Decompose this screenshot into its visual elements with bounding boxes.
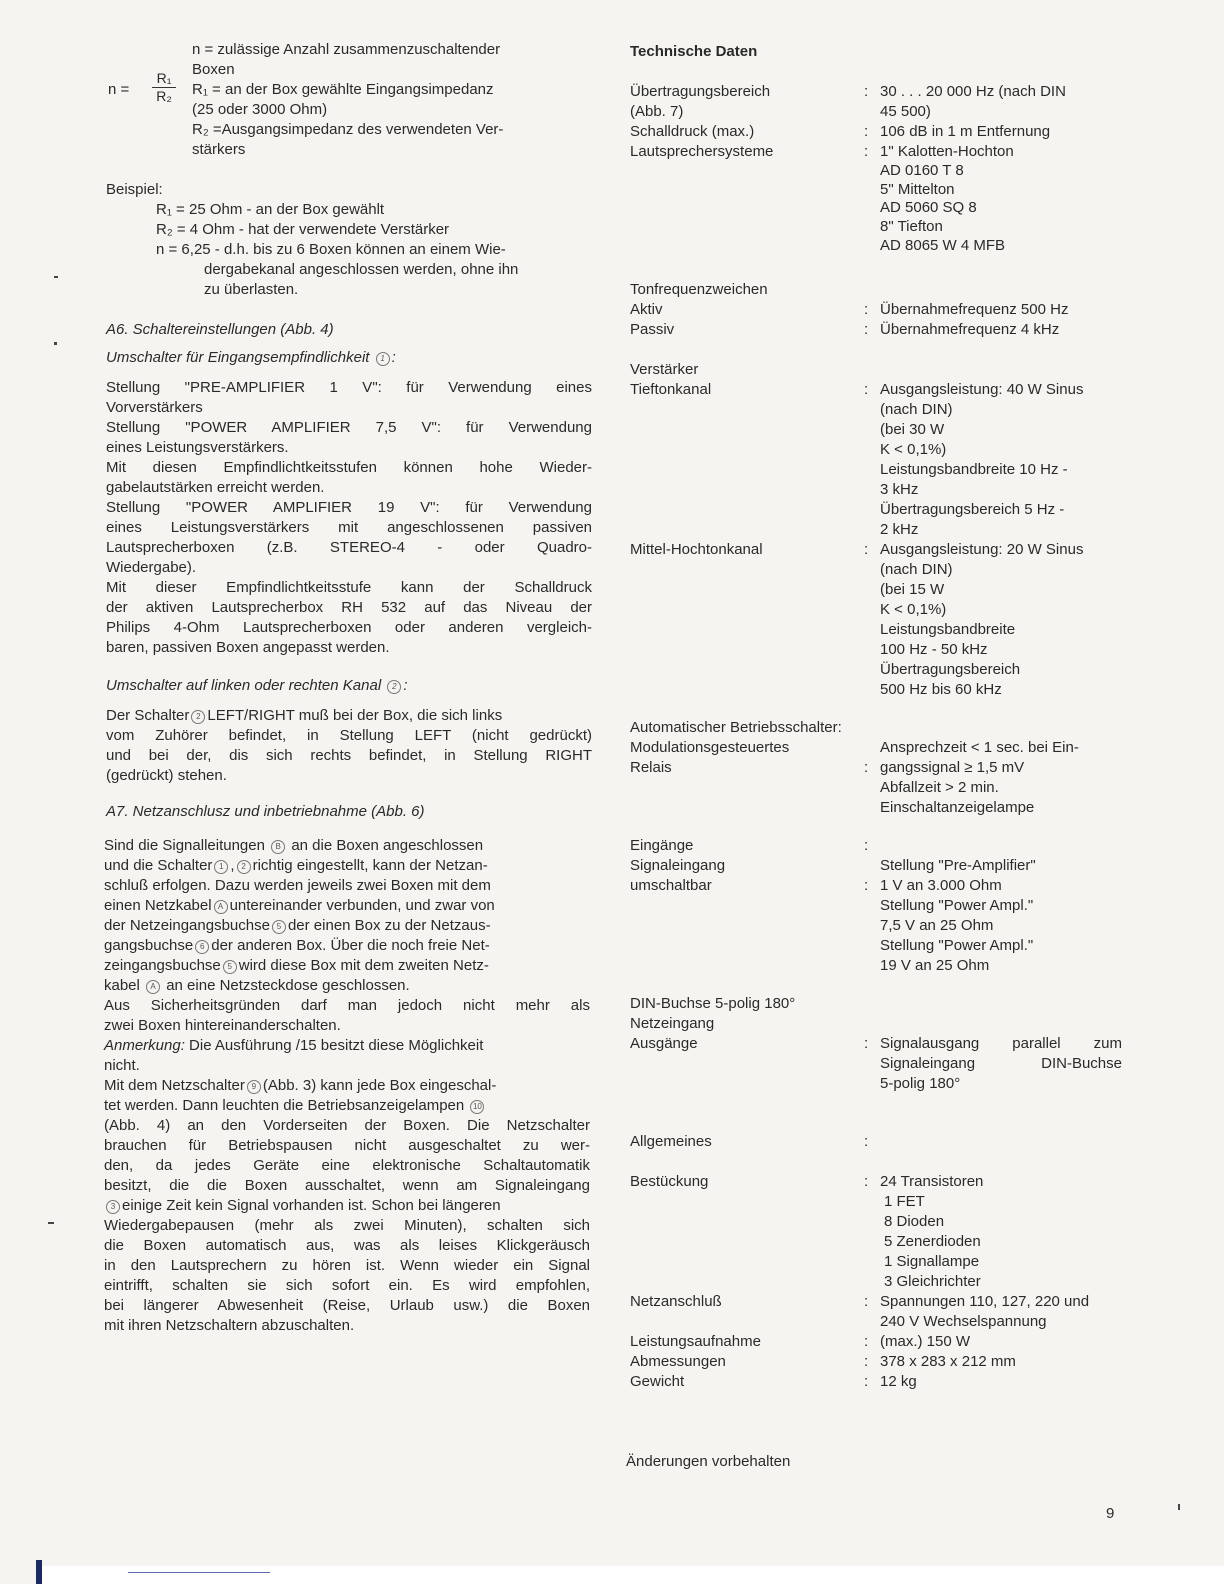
circled-10-icon: 10 [470,1100,484,1114]
example-line: dergabekanal angeschlossen werden, ohne ihn [204,261,519,278]
spec-value: 500 Hz bis 60 kHz [880,681,1002,698]
paragraph-fragment: kabel [104,977,140,994]
paragraph-fragment: LEFT/RIGHT muß bei der Box, die sich links [207,707,503,724]
paragraph-fragment: an die Boxen angeschlossen [291,837,484,854]
spec-value: gangssignal ≥ 1,5 mV [880,759,1025,776]
paragraph-line: Wiedergabepausen (mehr als zwei Minuten), schalten sich [104,1217,590,1234]
spec-label: Automatischer Betriebsschalter: [630,719,842,736]
page-number: 9 [1106,1505,1115,1522]
spec-colon: : [864,1173,869,1190]
circled-9-icon: 9 [247,1080,261,1094]
spec-value-line: Signalausgang parallel zum [880,1035,1122,1052]
spec-label: Tonfrequenzweichen [630,281,768,298]
circled-a-icon: A [214,900,228,914]
formula-denominator: R₂ [156,88,172,104]
spec-value: 7,5 V an 25 Ohm [880,917,994,934]
paragraph-fragment: Die Ausführung /15 besitzt diese Möglichkeit [189,1037,484,1054]
a6-subheading-2 [106,676,408,696]
paragraph-line: Wiedergabe). [106,559,197,576]
paragraph-line [104,896,590,916]
section-a7-heading: A7. Netzanschlusz und inbetriebnahme (Abb. 6) [106,803,425,820]
formula-r1-line2: (25 oder 3000 Ohm) [192,101,328,118]
spec-value: (bei 15 W [880,581,945,598]
spec-value: Einschaltanzeigelampe [880,799,1035,816]
spec-label: Ausgänge [630,1035,698,1052]
spec-value: 12 kg [880,1373,917,1390]
formula-r2-line2: stärkers [192,141,246,158]
circled-a-icon: A [146,980,160,994]
circled-2-icon: 2 [387,680,401,694]
spec-value-line: Signaleingang DIN-Buchse [880,1055,1122,1072]
spec-colon: : [864,123,869,140]
spec-label: Modulationsgesteuertes [630,739,790,756]
spec-value: 100 Hz - 50 kHz [880,641,988,658]
spec-value: 1 Signallampe [884,1253,980,1270]
paragraph-line [104,936,590,956]
paragraph-line [104,1196,590,1216]
spec-value: 1 FET [884,1193,925,1210]
spec-value: Stellung "Pre-Amplifier" [880,857,1036,874]
paragraph-line [104,916,590,936]
paragraph-fragment: tet werden. Dann leuchten die Betriebsanzeigelampen [104,1097,465,1114]
spec-colon: : [864,1353,869,1370]
spec-label: Übertragungsbereich [630,83,771,100]
spec-label: Aktiv [630,301,663,318]
a6-subheading-1-colon: : [391,349,396,366]
formula-numerator: R₁ [152,70,176,88]
paragraph-line: brauchen für Betriebspausen nicht ausgeschaltet zu wer- [104,1137,590,1154]
formula-n-line2: Boxen [192,61,235,78]
paragraph-fragment: Sind die Signalleitungen [104,837,265,854]
example-line: zu überlasten. [204,281,299,298]
paragraph-line: der aktiven Lautsprecherbox RH 532 auf das Niveau der [106,599,592,616]
paragraph-line [106,706,592,726]
spec-value: Spannungen 110, 127, 220 und [880,1293,1090,1310]
paragraph-line: und bei der, dis sich rechts befindet, in Stellung RIGHT [106,747,592,764]
circled-6-icon: 6 [195,940,209,954]
paragraph-line: Lautsprecherboxen (z.B. STEREO-4 - oder Quadro- [106,539,592,556]
paragraph-fragment: zeingangsbuchse [104,957,221,974]
spec-label: Schalldruck (max.) [630,123,755,140]
spec-label: Gewicht [630,1373,685,1390]
spec-value: 8" Tiefton [880,218,943,235]
spec-label: Netzeingang [630,1015,715,1032]
paragraph-fragment: einen Netzkabel [104,897,212,914]
paragraph-line [104,1036,590,1056]
circled-2-icon: 2 [237,860,251,874]
spec-value: Ausgangsleistung: 40 W Sinus [880,381,1084,398]
spec-value-line: 5-polig 180° [880,1075,961,1092]
circled-1-icon: 1 [376,352,390,366]
scan-mark [54,276,58,278]
spec-value: Leistungsbandbreite [880,621,1016,638]
paragraph-line: in den Lautsprechern zu hören ist. Wenn wieder ein Signal [104,1257,590,1274]
paragraph-fragment: einige Zeit kein Signal vorhanden ist. Schon bei längeren [122,1197,501,1214]
scan-bottom-line [128,1572,270,1573]
a6-subheading-1 [106,348,396,368]
spec-value: Leistungsbandbreite 10 Hz - [880,461,1068,478]
spec-value: 2 kHz [880,521,919,538]
paragraph-line: schluß erfolgen. Dazu werden jeweils zwei Boxen mit dem [104,877,491,894]
paragraph-fragment: richtig eingestellt, kann der Netzan- [252,857,488,874]
spec-colon: : [864,541,869,558]
paragraph-line: Mit dieser Empfindlichtkeitsstufe kann der Schalldruck [106,579,592,596]
spec-label: Leistungsaufnahme [630,1333,761,1350]
spec-value: Übertragungsbereich [880,661,1021,678]
spec-label: Bestückung [630,1173,709,1190]
spec-value: 5" Mittelton [880,181,955,198]
spec-value: 240 V Wechselspannung [880,1313,1047,1330]
paragraph-line [104,1096,590,1116]
paragraph-line [104,836,590,856]
scan-mark [1178,1504,1180,1510]
spec-value: 30 . . . 20 000 Hz (nach DIN [880,83,1066,100]
example-line: R₁ = 25 Ohm - an der Box gewählt [156,201,385,218]
spec-value: (nach DIN) [880,561,953,578]
spec-value: 19 V an 25 Ohm [880,957,990,974]
formula-lhs: n = [108,81,130,98]
spec-label: Relais [630,759,672,776]
paragraph-fragment: Mit dem Netzschalter [104,1077,245,1094]
spec-label: Allgemeines [630,1133,712,1150]
spec-value: 106 dB in 1 m Entfernung [880,123,1051,140]
spec-label: Mittel-Hochtonkanal [630,541,763,558]
spec-value [880,1034,1122,1094]
paragraph-line: eines Leistungsverstärkers mit angeschlossenen passiven [106,519,592,536]
spec-value: (bei 30 W [880,421,945,438]
spec-label: umschaltbar [630,877,712,894]
paragraph-line: eintrifft, schalten sie sich sofort ein. Es wird empfohlen, [104,1277,590,1294]
paragraph-line: den, da jedes Geräte eine elektronische Schaltautomatik [104,1157,590,1174]
a7-paragraph [104,836,590,1336]
spec-colon: : [864,1035,869,1052]
spec-value: 5 Zenerdioden [884,1233,981,1250]
spec-value: Übernahmefrequenz 4 kHz [880,321,1060,338]
spec-label: Passiv [630,321,675,338]
circled-2-icon: 2 [191,710,205,724]
paragraph-line: Vorverstärkers [106,399,203,416]
spec-value: AD 8065 W 4 MFB [880,237,1006,254]
spec-value: 24 Transistoren [880,1173,984,1190]
paragraph-line: gabelautstärken erreicht werden. [106,479,325,496]
spec-colon: : [864,1373,869,1390]
paragraph-line: (gedrückt) stehen. [106,767,227,784]
scan-mark [54,342,57,345]
example-line: R₂ = 4 Ohm - hat der verwendete Verstärker [156,221,450,238]
paragraph-fragment: und die Schalter [104,857,213,874]
circled-5-icon: 5 [223,960,237,974]
circled-5-icon: 5 [272,920,286,934]
paragraph-line: Stellung "PRE-AMPLIFIER 1 V": für Verwendung eines [106,379,592,396]
spec-value: Abfallzeit > 2 min. [880,779,999,796]
formula-r1-line: R₁ = an der Box gewählte Eingangsimpedanz [192,81,494,98]
spec-value: (nach DIN) [880,401,953,418]
paragraph-line: besitzt, die die Boxen ausschaltet, wenn am Signaleingang [104,1177,590,1194]
spec-label: Lautsprechersysteme [630,143,774,160]
spec-value: Ansprechzeit < 1 sec. bei Ein- [880,739,1079,756]
paragraph-line: eines Leistungsverstärkers. [106,439,289,456]
example-title: Beispiel: [106,181,163,198]
spec-colon: : [864,143,869,160]
spec-colon: : [864,1293,869,1310]
spec-value: Stellung "Power Ampl." [880,897,1034,914]
spec-label: Signaleingang [630,857,726,874]
paragraph-line: Stellung "POWER AMPLIFIER 19 V": für Verwendung [106,499,592,516]
spec-colon: : [864,301,869,318]
spec-colon: : [864,1133,869,1150]
spec-label: DIN-Buchse 5-polig 180° [630,995,796,1012]
circled-b-icon: B [271,840,285,854]
paragraph-fragment: der anderen Box. Über die noch freie Net- [211,937,490,954]
formula-fraction [152,70,176,105]
spec-value: Übertragungsbereich 5 Hz - [880,501,1065,518]
section-a6-heading: A6. Schaltereinstellungen (Abb. 4) [106,321,334,338]
spec-colon: : [864,83,869,100]
spec-value: Übernahmefrequenz 500 Hz [880,301,1069,318]
spec-value: 3 kHz [880,481,919,498]
example-line: n = 6,25 - d.h. bis zu 6 Boxen können an einem Wie- [156,241,506,258]
spec-value: K < 0,1%) [880,601,947,618]
spec-label: Netzanschluß [630,1293,722,1310]
a6-paragraph-2 [106,706,592,786]
paragraph-line [104,1076,590,1096]
spec-value: 1 V an 3.000 Ohm [880,877,1002,894]
spec-label: Abmessungen [630,1353,726,1370]
spec-label: Tieftonkanal [630,381,712,398]
paragraph-line: baren, passiven Boxen angepasst werden. [106,639,390,656]
paragraph-fragment: wird diese Box mit dem zweiten Netz- [238,957,489,974]
scan-left-edge [36,1560,42,1584]
spec-value: Ausgangsleistung: 20 W Sinus [880,541,1084,558]
paragraph-line: Philips 4-Ohm Lautsprecherboxen oder anderen vergleich- [106,619,592,636]
spec-value: 45 500) [880,103,931,120]
paragraph-line: bei längerer Abwesenheit (Reise, Urlaub usw.) die Boxen [104,1297,590,1314]
scan-bottom-edge [36,1566,1224,1584]
spec-value: AD 0160 T 8 [880,162,964,179]
paragraph-fragment: der Netzeingangsbuchse [104,917,270,934]
note-label: Anmerkung: [104,1037,185,1054]
paragraph-line: und die Schalter 1 , 2 richtig eingestellt, kann der Netzan- [104,857,488,874]
paragraph-fragment: untereinander verbunden, und zwar von [229,897,495,914]
spec-colon: : [864,877,869,894]
paragraph-line: Mit diesen Empfindlichtkeitsstufen können hohe Wieder- [106,459,592,476]
spec-value: 1" Kalotten-Hochton [880,143,1014,160]
paragraph-line: vom Zuhörer befindet, in Stellung LEFT (nicht gedrückt) [106,727,592,744]
a6-subheading-2-text: Umschalter auf linken oder rechten Kanal [106,677,382,694]
formula-r2-line: R₂ =Ausgangsimpedanz des verwendeten Ver- [192,121,504,138]
spec-value: (max.) 150 W [880,1333,971,1350]
paragraph-fragment: (Abb. 3) kann jede Box eingeschal- [262,1077,497,1094]
spec-value: AD 5060 SQ 8 [880,199,977,216]
a6-subheading-1-text: Umschalter für Eingangsempfindlichkeit [106,349,370,366]
spec-value: 378 x 283 x 212 mm [880,1353,1016,1370]
paragraph-line: (Abb. 4) an den Vorderseiten der Boxen. Die Netzschalter [104,1117,590,1134]
spec-value: 3 Gleichrichter [884,1273,981,1290]
circled-1-icon: 1 [214,860,228,874]
paragraph-line [104,956,590,976]
formula-n-line: n = zulässige Anzahl zusammenzuschaltender [192,41,501,58]
tech-data-title: Technische Daten [630,43,758,60]
spec-colon: : [864,837,869,854]
spec-colon: : [864,381,869,398]
paragraph-line: mit ihren Netzschaltern abzuschalten. [104,1317,355,1334]
a6-paragraph-1 [106,378,592,658]
scan-mark [48,1222,54,1224]
spec-colon: : [864,321,869,338]
paragraph-line: Aus Sicherheitsgründen darf man jedoch nicht mehr als [104,997,590,1014]
paragraph-line: zwei Boxen hintereinanderschalten. [104,1017,341,1034]
paragraph-line [104,976,590,996]
spec-value: K < 0,1%) [880,441,947,458]
paragraph-fragment: gangsbuchse [104,937,194,954]
spec-colon: : [864,759,869,776]
spec-value: Stellung "Power Ampl." [880,937,1034,954]
spec-label: Verstärker [630,361,699,378]
paragraph-line: die Boxen automatisch aus, was als leises Klickgeräusch [104,1237,590,1254]
paragraph-fragment: der einen Box zu der Netzaus- [287,917,491,934]
spec-value: 8 Dioden [884,1213,945,1230]
footer-note: Änderungen vorbehalten [626,1453,791,1470]
paragraph-fragment: an eine Netzsteckdose geschlossen. [166,977,410,994]
paragraph-line: nicht. [104,1057,140,1074]
a6-subheading-2-colon: : [403,677,408,694]
spec-label: Eingänge [630,837,694,854]
paragraph-line: Stellung "POWER AMPLIFIER 7,5 V": für Verwendung [106,419,592,436]
paragraph-fragment: Der Schalter [106,707,190,724]
spec-colon: : [864,1333,869,1350]
spec-label: (Abb. 7) [630,103,684,120]
circled-3-icon: 3 [106,1200,120,1214]
